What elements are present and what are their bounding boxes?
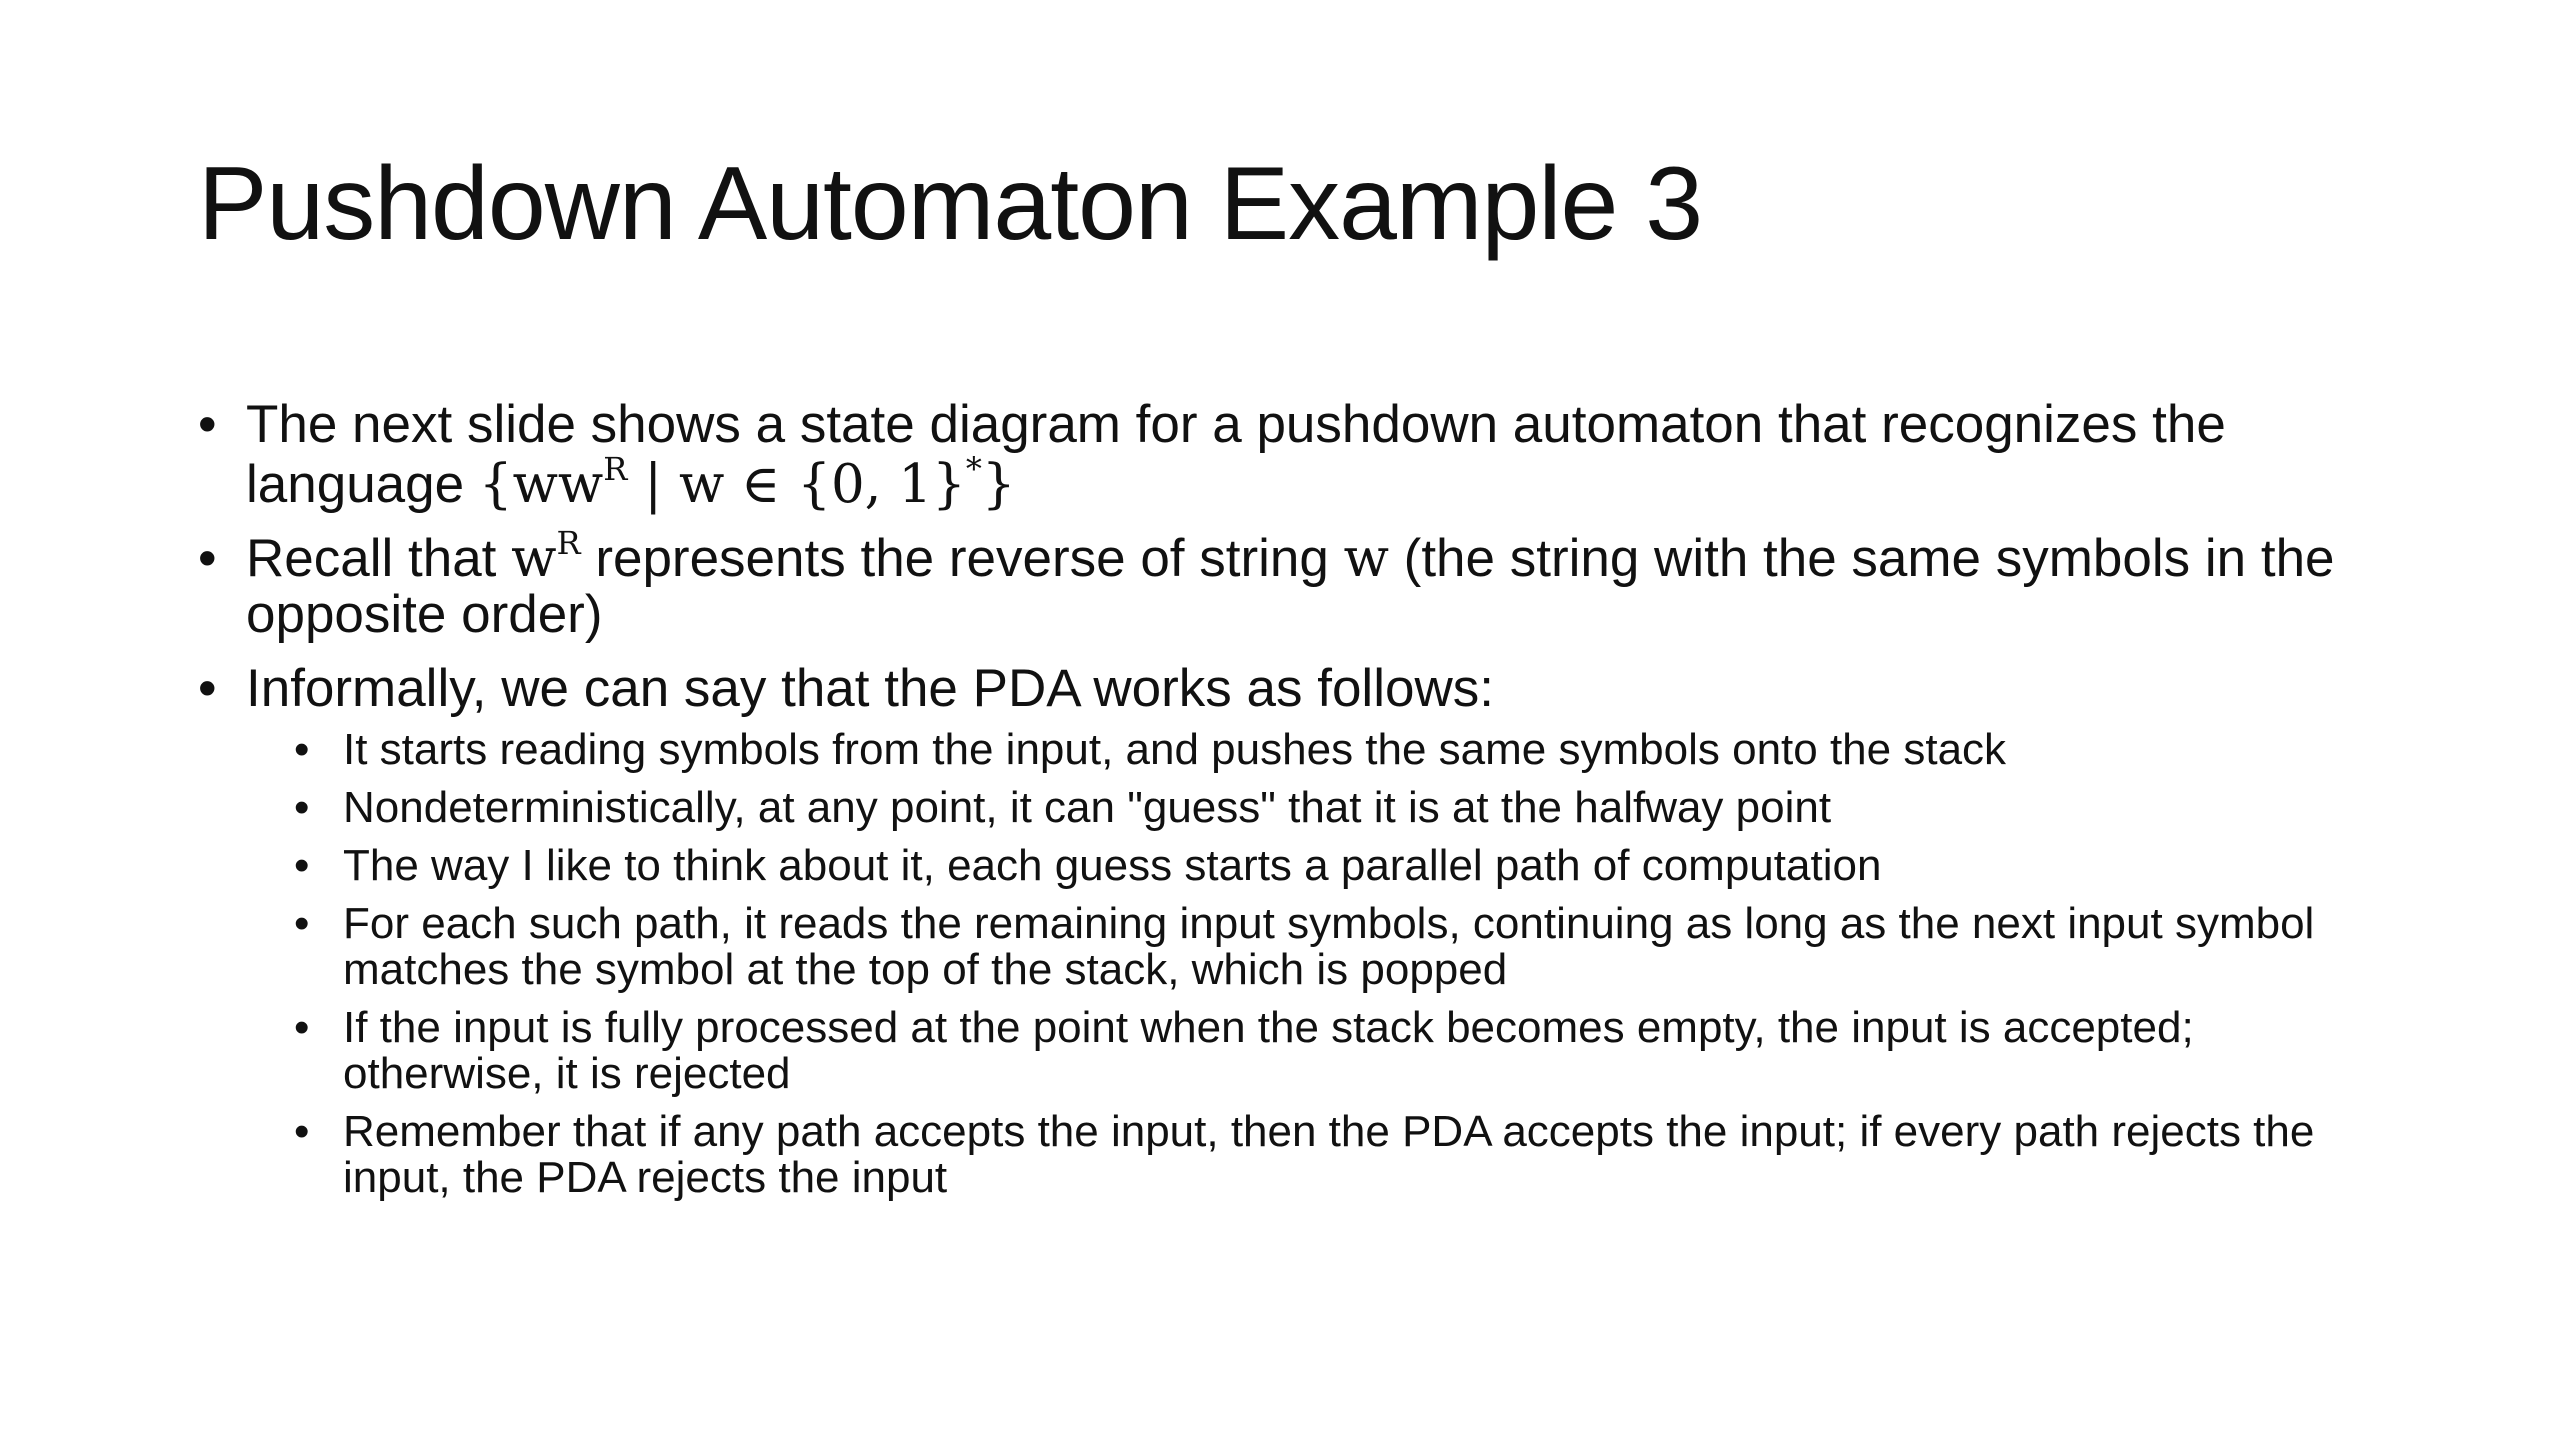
sub-bullet-item: • If the input is fully processed at the point when the stack becomes empty, the input is accepted; otherwise, it is rejected [294, 1003, 2194, 1098]
sub-bullet-item: • The way I like to think about it, each guess starts a parallel path of computation [294, 841, 1882, 890]
bullet-dot: • [294, 783, 310, 832]
bullet-dot: • [294, 725, 310, 774]
math-w: $w^R$ [511, 524, 581, 589]
bullet-text: Informally, we can say that the PDA works as follows: [246, 659, 1494, 718]
language-expression: {$ww^R$ | w ∈ {0, 1}*} [478, 450, 1016, 515]
bullet-dot: • [294, 841, 310, 890]
sub-bullet-item: • Nondeterministically, at any point, it can "guess" that it is at the halfway point [294, 783, 1832, 832]
slide-body [198, 395, 2398, 1217]
bullet-dot: • [198, 659, 217, 718]
math-w: w [1343, 528, 1389, 589]
bullet-dot: • [198, 529, 217, 588]
bullet-item-3 [198, 659, 2398, 1201]
bullet-list [198, 395, 2398, 1201]
sub-bullet-item: • It starts reading symbols from the input, and pushes the same symbols onto the stack [294, 725, 2007, 774]
bullet-dot: • [294, 1107, 310, 1156]
sub-bullet-item: • For each such path, it reads the remaining input symbols, continuing as long as the next input symbol matches the symbol at the top of the stack, which is popped [294, 899, 2315, 994]
bullet-item-2: • Recall that $w^R$ represents the reverse of string w (the string with the same symbols in the opposite order) [198, 524, 2335, 644]
bullet-dot: • [294, 1003, 310, 1052]
sub-bullet-list [294, 727, 2398, 1201]
bullet-dot: • [198, 395, 217, 454]
bullet-text: The next slide shows a state diagram for a pushdown automaton that recognizes the language [246, 395, 2226, 514]
bullet-item-1 [198, 395, 2398, 515]
sub-bullet-item: • Remember that if any path accepts the input, then the PDA accepts the input; if every path rejects the input, the PDA rejects the input [294, 1107, 2315, 1202]
slide-title: Pushdown Automaton Example 3 [198, 146, 1703, 262]
bullet-dot: • [294, 899, 310, 948]
